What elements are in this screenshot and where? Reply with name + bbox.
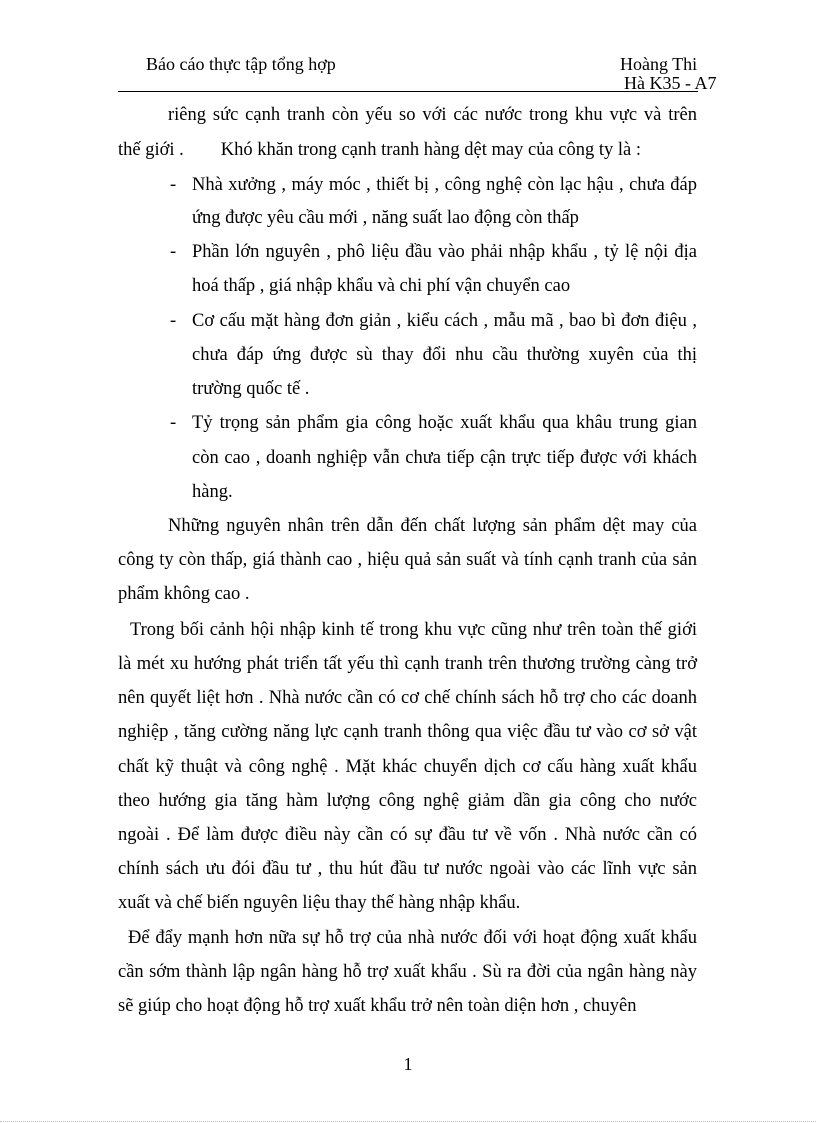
paragraph-line: phẩm không cao . [118,584,250,604]
paragraph-line: cần sớm thành lập ngân hàng hỗ trợ xuất khẩu . Sù ra đời của ngân hàng này [118,962,697,982]
bullet-text: còn cao , doanh nghiệp vẫn chưa tiếp cận trực tiếp được với khách [192,448,697,468]
paragraph-line: chất kỹ thuật và công nghệ . Mặt khác chuyển dịch cơ cấu hàng xuất khẩu [118,757,697,777]
paragraph-line: công ty còn thấp, giá thành cao , hiệu quả sản suất và tính cạnh tranh của sản [118,550,697,570]
bullet-text: Phần lớn nguyên , phô liệu đầu vào phải nhập khẩu , tỷ lệ nội địa [192,242,697,262]
bullet-text: hoá thấp , giá nhập khẩu và chi phí vận chuyển cao [192,276,571,296]
bullet-text: trường quốc tế . [192,379,310,399]
bullet-text: hàng. [192,482,233,502]
paragraph-line: sẽ giúp cho hoạt động hỗ trợ xuất khẩu trở nên toàn diện hơn , chuyên [118,996,637,1016]
paragraph-line: Để đẩy mạnh hơn nữa sự hỗ trợ của nhà nước đối với hoạt động xuất khẩu [128,928,697,948]
bullet-text: Cơ cấu mặt hàng đơn giản , kiểu cách , mẫu mã , bao bì đơn điệu , [192,311,697,331]
bullet-marker: - [170,311,177,331]
paragraph-line: Trong bối cảnh hội nhập kinh tế trong khu vực cũng như trên toàn thế giới [130,620,697,640]
bullet-marker: - [170,413,177,433]
author-name-line-2: Hà K35 - A7 [624,73,717,90]
bullet-marker: - [170,175,177,195]
header-divider [118,91,698,92]
paragraph-line: ngoài . Để làm được điều này cần có sự đầu tư về vốn . Nhà nước cần có [118,825,697,845]
intro-line: thế giới . Khó khăn trong cạnh tranh hàng dệt may của công ty là : [118,140,642,160]
paragraph-line: nghiệp , tăng cường năng lực cạnh tranh thông qua việc đầu tư vào cơ sở vật [118,722,697,742]
paragraph-line: nên quyết liệt hơn . Nhà nước cần có cơ chế chính sách hỗ trợ cho các doanh [118,688,697,708]
bullet-text: ứng được yêu cầu mới , năng suất lao động còn thấp [192,208,579,228]
paragraph-line: chính sách ưu đói đầu tư , thu hút đầu tư nước ngoài vào các lĩnh vực sản [118,859,697,879]
report-title: Báo cáo thực tập tổng hợp [146,54,336,74]
bullet-text: Tỷ trọng sản phẩm gia công hoặc xuất khẩu qua khâu trung gian [192,413,697,433]
page-bottom-border [0,1121,816,1122]
bullet-text: Nhà xưởng , máy móc , thiết bị , công nghệ còn lạc hậu , chưa đáp [192,175,697,195]
intro-line: riêng sức cạnh tranh còn yếu so với các nước trong khu vực và trên [168,105,697,125]
paragraph-line: là mét xu hướng phát triển tất yếu thì cạnh tranh trên thương trường càng trở [118,654,697,674]
bullet-text: chưa đáp ứng được sù thay đổi nhu cầu thường xuyên của thị [192,345,697,365]
page-number: 1 [403,1054,413,1074]
author-name-line-1: Hoàng Thi [620,54,698,74]
paragraph-line: Những nguyên nhân trên dẫn đến chất lượng sản phẩm dệt may của [168,516,697,536]
paragraph-line: theo hướng gia tăng hàm lượng công nghệ giảm dần gia công cho nước [118,791,697,811]
bullet-marker: - [170,242,177,262]
paragraph-line: xuất và chế biến nguyên liệu thay thế hàng nhập khẩu. [118,893,521,913]
